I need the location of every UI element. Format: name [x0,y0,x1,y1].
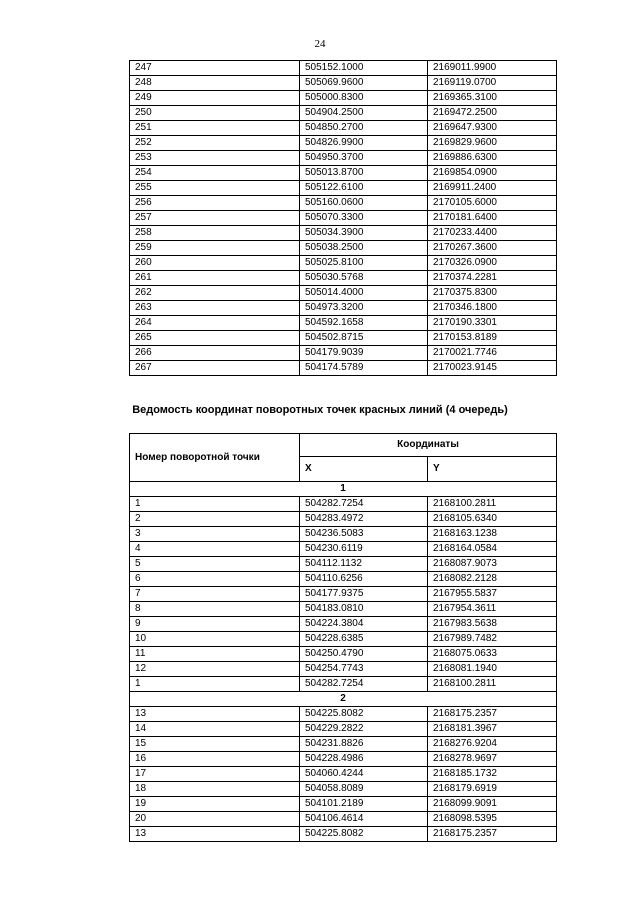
table-row [130,286,557,301]
point-number-cell: 254 [130,166,300,181]
table-row [130,136,557,151]
point-number-cell: 10 [130,632,300,647]
table-row [130,512,557,527]
y-coordinate-cell: 2170181.6400 [428,211,557,226]
y-coordinate-cell: 2168081.1940 [428,662,557,677]
y-coordinate-cell: 2168082.2128 [428,572,557,587]
y-coordinate-cell: 2170374.2281 [428,271,557,286]
y-coordinate-cell: 2169119.0700 [428,76,557,91]
x-coordinate-cell: 504282.7254 [300,497,428,512]
y-coordinate-cell: 2168099.9091 [428,797,557,812]
table-row [130,241,557,256]
x-coordinate-cell: 504229.2822 [300,722,428,737]
x-coordinate-cell: 504174.5789 [300,361,428,376]
table-row [130,782,557,797]
table-row [130,121,557,136]
x-coordinate-cell: 504230.6119 [300,542,428,557]
point-number-cell: 6 [130,572,300,587]
point-number-cell: 13 [130,827,300,842]
point-number-cell: 19 [130,797,300,812]
x-coordinate-cell: 504826.9900 [300,136,428,151]
table-row [130,827,557,842]
table-header [130,434,557,482]
table-row [130,331,557,346]
y-coordinate-cell: 2170105.6000 [428,196,557,211]
table-row [130,677,557,692]
point-number-cell: 260 [130,256,300,271]
x-coordinate-cell: 505025.8100 [300,256,428,271]
table-row [130,767,557,782]
x-coordinate-cell: 505030.5768 [300,271,428,286]
point-number-cell: 262 [130,286,300,301]
point-number-cell: 252 [130,136,300,151]
x-coordinate-cell: 504283.4972 [300,512,428,527]
point-number-cell: 7 [130,587,300,602]
y-coordinate-cell: 2168100.2811 [428,677,557,692]
x-coordinate-cell: 504592.1658 [300,316,428,331]
y-coordinate-cell: 2168175.2357 [428,827,557,842]
y-coordinate-cell: 2170346.1800 [428,301,557,316]
table-row [130,61,557,76]
group-header-row [130,692,557,707]
header-x: X [300,456,428,481]
point-number-cell: 15 [130,737,300,752]
point-number-cell: 258 [130,226,300,241]
header-point-number: Номер поворотной точки [130,434,300,482]
point-number-cell: 249 [130,91,300,106]
table-row [130,196,557,211]
y-coordinate-cell: 2169911.2400 [428,181,557,196]
point-number-cell: 253 [130,151,300,166]
table-row [130,527,557,542]
x-coordinate-cell: 504502.8715 [300,331,428,346]
x-coordinate-cell: 504228.4986 [300,752,428,767]
header-row [130,434,557,457]
x-coordinate-cell: 504106.4614 [300,812,428,827]
table-row [130,617,557,632]
x-coordinate-cell: 505014.4000 [300,286,428,301]
y-coordinate-cell: 2169472.2500 [428,106,557,121]
point-number-cell: 264 [130,316,300,331]
point-number-cell: 4 [130,542,300,557]
y-coordinate-cell: 2168181.3967 [428,722,557,737]
table-row [130,722,557,737]
table-row [130,647,557,662]
y-coordinate-cell: 2169647.9300 [428,121,557,136]
x-coordinate-cell: 504112.1132 [300,557,428,572]
coordinates-table-continued [129,60,557,376]
y-coordinate-cell: 2168164.0584 [428,542,557,557]
point-number-cell: 3 [130,527,300,542]
table-row [130,542,557,557]
red-lines-table-body [130,482,557,842]
x-coordinate-cell: 505160.0600 [300,196,428,211]
x-coordinate-cell: 504250.4790 [300,647,428,662]
group-label: 1 [130,482,557,497]
y-coordinate-cell: 2168185.1732 [428,767,557,782]
point-number-cell: 9 [130,617,300,632]
table-row [130,497,557,512]
y-coordinate-cell: 2168075.0633 [428,647,557,662]
table-row [130,587,557,602]
x-coordinate-cell: 505000.8300 [300,91,428,106]
table-row [130,76,557,91]
y-coordinate-cell: 2167954.3611 [428,602,557,617]
section-title: Ведомость координат поворотных точек красных линий (4 очередь) [132,404,508,416]
group-label: 2 [130,692,557,707]
y-coordinate-cell: 2170190.3301 [428,316,557,331]
x-coordinate-cell: 505070.3300 [300,211,428,226]
table-row [130,256,557,271]
table-row [130,572,557,587]
x-coordinate-cell: 504101.2189 [300,797,428,812]
point-number-cell: 266 [130,346,300,361]
x-coordinate-cell: 504950.3700 [300,151,428,166]
y-coordinate-cell: 2170326.0900 [428,256,557,271]
x-coordinate-cell: 504183.0810 [300,602,428,617]
table-row [130,602,557,617]
point-number-cell: 261 [130,271,300,286]
x-coordinate-cell: 505034.3900 [300,226,428,241]
coordinates-table-body [130,61,557,376]
y-coordinate-cell: 2170153.8189 [428,331,557,346]
point-number-cell: 8 [130,602,300,617]
y-coordinate-cell: 2167989.7482 [428,632,557,647]
table-row [130,301,557,316]
y-coordinate-cell: 2168087.9073 [428,557,557,572]
x-coordinate-cell: 505122.6100 [300,181,428,196]
header-y: Y [428,456,557,481]
x-coordinate-cell: 505013.8700 [300,166,428,181]
x-coordinate-cell: 504177.9375 [300,587,428,602]
x-coordinate-cell: 504231.8826 [300,737,428,752]
group-header-row [130,482,557,497]
y-coordinate-cell: 2168163.1238 [428,527,557,542]
point-number-cell: 11 [130,647,300,662]
point-number-cell: 267 [130,361,300,376]
table-row [130,226,557,241]
y-coordinate-cell: 2169365.3100 [428,91,557,106]
table-row [130,632,557,647]
x-coordinate-cell: 504228.6385 [300,632,428,647]
x-coordinate-cell: 504236.5083 [300,527,428,542]
header-coordinates: Координаты [300,434,557,457]
table-row [130,151,557,166]
point-number-cell: 1 [130,497,300,512]
x-coordinate-cell: 504058.8089 [300,782,428,797]
y-coordinate-cell: 2168276.9204 [428,737,557,752]
table-row [130,737,557,752]
y-coordinate-cell: 2169011.9900 [428,61,557,76]
x-coordinate-cell: 505069.9600 [300,76,428,91]
point-number-cell: 2 [130,512,300,527]
table-row [130,271,557,286]
point-number-cell: 12 [130,662,300,677]
y-coordinate-cell: 2170375.8300 [428,286,557,301]
point-number-cell: 17 [130,767,300,782]
table-row [130,91,557,106]
x-coordinate-cell: 504850.2700 [300,121,428,136]
y-coordinate-cell: 2168278.9697 [428,752,557,767]
point-number-cell: 263 [130,301,300,316]
y-coordinate-cell: 2169829.9600 [428,136,557,151]
x-coordinate-cell: 504060.4244 [300,767,428,782]
table-row [130,106,557,121]
table-row [130,812,557,827]
y-coordinate-cell: 2168175.2357 [428,707,557,722]
y-coordinate-cell: 2169854.0900 [428,166,557,181]
y-coordinate-cell: 2167955.5837 [428,587,557,602]
table-row [130,181,557,196]
table-row [130,662,557,677]
point-number-cell: 255 [130,181,300,196]
point-number-cell: 13 [130,707,300,722]
table-row [130,707,557,722]
x-coordinate-cell: 504225.8082 [300,827,428,842]
table-row [130,346,557,361]
x-coordinate-cell: 505152.1000 [300,61,428,76]
y-coordinate-cell: 2170021.7746 [428,346,557,361]
point-number-cell: 16 [130,752,300,767]
x-coordinate-cell: 505038.2500 [300,241,428,256]
point-number-cell: 265 [130,331,300,346]
point-number-cell: 20 [130,812,300,827]
y-coordinate-cell: 2170233.4400 [428,226,557,241]
x-coordinate-cell: 504282.7254 [300,677,428,692]
point-number-cell: 248 [130,76,300,91]
point-number-cell: 251 [130,121,300,136]
red-lines-coordinates-table [129,433,557,842]
x-coordinate-cell: 504225.8082 [300,707,428,722]
point-number-cell: 259 [130,241,300,256]
x-coordinate-cell: 504904.2500 [300,106,428,121]
point-number-cell: 5 [130,557,300,572]
table-row [130,166,557,181]
x-coordinate-cell: 504973.3200 [300,301,428,316]
x-coordinate-cell: 504224.3804 [300,617,428,632]
point-number-cell: 256 [130,196,300,211]
point-number-cell: 250 [130,106,300,121]
y-coordinate-cell: 2168105.6340 [428,512,557,527]
page-number: 24 [314,38,326,50]
table-row [130,752,557,767]
y-coordinate-cell: 2168100.2811 [428,497,557,512]
table-row [130,557,557,572]
y-coordinate-cell: 2170023.9145 [428,361,557,376]
table-row [130,361,557,376]
x-coordinate-cell: 504254.7743 [300,662,428,677]
point-number-cell: 257 [130,211,300,226]
point-number-cell: 247 [130,61,300,76]
y-coordinate-cell: 2168179.6919 [428,782,557,797]
point-number-cell: 1 [130,677,300,692]
y-coordinate-cell: 2169886.6300 [428,151,557,166]
table-row [130,316,557,331]
point-number-cell: 14 [130,722,300,737]
x-coordinate-cell: 504110.6256 [300,572,428,587]
table-row [130,797,557,812]
table-row [130,211,557,226]
point-number-cell: 18 [130,782,300,797]
y-coordinate-cell: 2167983.5638 [428,617,557,632]
y-coordinate-cell: 2168098.5395 [428,812,557,827]
y-coordinate-cell: 2170267.3600 [428,241,557,256]
x-coordinate-cell: 504179.9039 [300,346,428,361]
